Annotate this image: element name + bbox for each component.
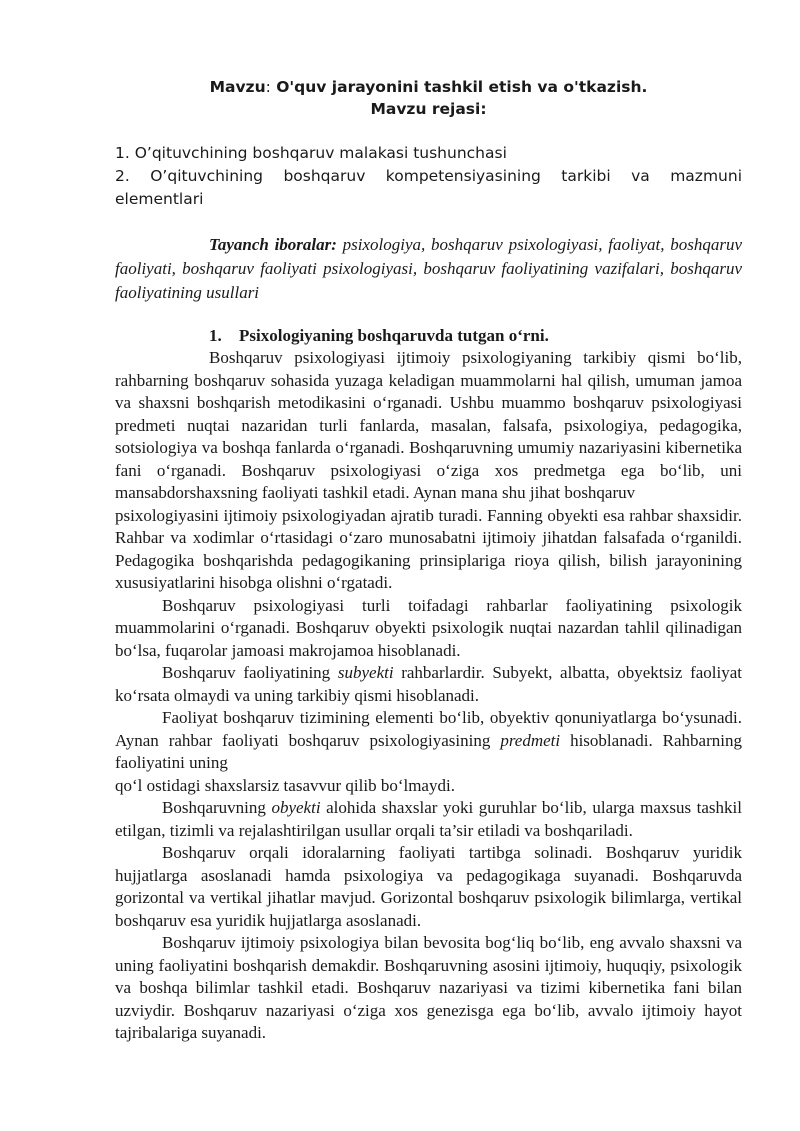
paragraph-1b: psixologiyasini ijtimoiy psixologiyadan ajratib turadi. Fanning obyekti esa rahbar shaxsidir. Rahbar va xodimlar o‘rtasidagi o‘zaro munosabatni ijtimoiy jihatdan falsafada o‘rganildi. Pedagogika boshqarishda pedagogikaning prinsiplariga rioya qilish, bilish jarayonining xususiyatlarini hisobga olishni o‘rgatadi. bbox=[115, 505, 742, 592]
plan-heading: Mavzu rejasi: bbox=[370, 100, 487, 118]
paragraph-6: Boshqaruv orqali idoralarning faoliyati tartibga solinadi. Boshqaruv yuridik hujjatlarga asoslanadi hamda psixologiya va pedagogikaga suyanadi. Boshqaruvda gorizontal va vertikal jihatlar mavjud. Gorizontal boshqaruv psixologik bilimlarga, vertikal boshqaruv esa yuridik hujjatlarga asoslanadi. bbox=[115, 843, 742, 930]
paragraph-4-post: hisoblanadi. Rahbarning faoliyatini uning bbox=[115, 730, 742, 772]
topic-colon: : bbox=[265, 78, 271, 96]
keywords-label: Tayanch iboralar: bbox=[209, 235, 337, 254]
paragraph-7: Boshqaruv ijtimoiy psixologiya bilan bevosita bog‘liq bo‘lib, eng avvalo shaxsni va uning faoliyatini boshqarish demakdir. Boshqaruvning asosini ijtimoiy, huquqiy, psixologik va boshqa bilimlar tashkil etadi. Boshqaruv nazariyasi va tizimi kibernetika fani bilan uzviydir. Boshqaruv nazariyasi o‘ziga xos genezisga ega bo‘lib, avvalo ijtimoiy hayot tajribalariga suyanadi. bbox=[115, 933, 742, 1042]
section-number: 1. bbox=[209, 326, 222, 345]
paragraph-4-pre: Faoliyat boshqaruv tizimining elementi bo‘lib, obyektiv qonuniyatlarga bo‘ysunadi. Aynan rahbar faoliyati boshqaruv psixologiyasining bbox=[115, 708, 742, 750]
paragraph-5-post: alohida shaxslar yoki guruhlar bo‘lib, ularga maxsus tashkil etilgan, tizimli va rejalashtirilgan usullar orqali ta’sir etiladi va boshqariladi. bbox=[115, 798, 742, 840]
keywords-paragraph bbox=[115, 233, 742, 305]
paragraph-5-emphasis: obyekti bbox=[271, 798, 321, 817]
paragraph-4 bbox=[115, 707, 742, 775]
paragraph-5 bbox=[115, 797, 742, 842]
paragraph-4b: qo‘l ostidagi shaxslarsiz tasavvur qilib bo‘lmaydi. bbox=[115, 775, 455, 795]
paragraph-1a: Boshqaruv psixologiyasi ijtimoiy psixologiyaning tarkibiy qismi bo‘lib, rahbarning boshqaruv sohasida yuzaga keladigan muammolarni hal qilish, umuman jamoa va shaxsni boshqarish metodikasini o‘rganadi. Ushbu muammo boshqaruv psixologiyasi predmeti nuqtai nazaridan turli fanlarda, masalan, falsafa, psixologiya, pedagogika, sotsiologiya va boshqa fanlarda o‘rganadi. Boshqaruvning umumiy nazariyasini kibernetika fani o‘rganadi. Boshqaruv psixologiyasi o‘ziga xos predmetga ega bo‘lib, uni mansabdorshaxsning faoliyati tashkil etadi. Aynan mana shu jihat boshqaruv bbox=[115, 348, 742, 502]
plan-item-2: 2. O’qituvchining boshqaruv kompetensiyasining tarkibi va mazmuni elementlari bbox=[115, 167, 742, 208]
keywords-text: psixologiya, boshqaruv psixologiyasi, faoliyat, boshqaruv faoliyati, boshqaruv faoliyati psixologiyasi, boshqaruv faoliyatining vazifalari, boshqaruv faoliyatining usullari bbox=[115, 235, 742, 302]
title-block bbox=[115, 76, 742, 120]
topic-label: Mavzu bbox=[209, 78, 266, 96]
paragraph-3-post: rahbarlardir. Subyekt, albatta, obyektsiz faoliyat ko‘rsata olmaydi va uning tarkibiy qismi hisoblanadi. bbox=[115, 663, 742, 705]
section-heading bbox=[115, 325, 742, 347]
paragraph-3-emphasis: subyekti bbox=[337, 663, 394, 682]
paragraph-3-pre: Boshqaruv faoliyatining bbox=[162, 663, 338, 682]
paragraph-3 bbox=[115, 662, 742, 707]
body-text bbox=[115, 347, 742, 1045]
paragraph-5-pre: Boshqaruvning bbox=[162, 798, 272, 817]
topic-text: O'quv jarayonini tashkil etish va o'tkazish. bbox=[276, 78, 648, 96]
section-title: Psixologiyaning boshqaruvda tutgan o‘rni. bbox=[239, 326, 549, 345]
plan-item-1: 1. O’qituvchining boshqaruv malakasi tushunchasi bbox=[115, 144, 507, 162]
paragraph-4-emphasis: predmeti bbox=[500, 730, 561, 750]
topic-title bbox=[115, 76, 742, 98]
plan-list bbox=[115, 142, 742, 211]
paragraph-2: Boshqaruv psixologiyasi turli toifadagi rahbarlar faoliyatining psixologik muammolarini o‘rganadi. Boshqaruv obyekti psixologik nuqtai nazardan tahlil qilinadigan bo‘lsa, fuqarolar jamoasi makrojamoa hisoblanadi. bbox=[115, 595, 742, 660]
